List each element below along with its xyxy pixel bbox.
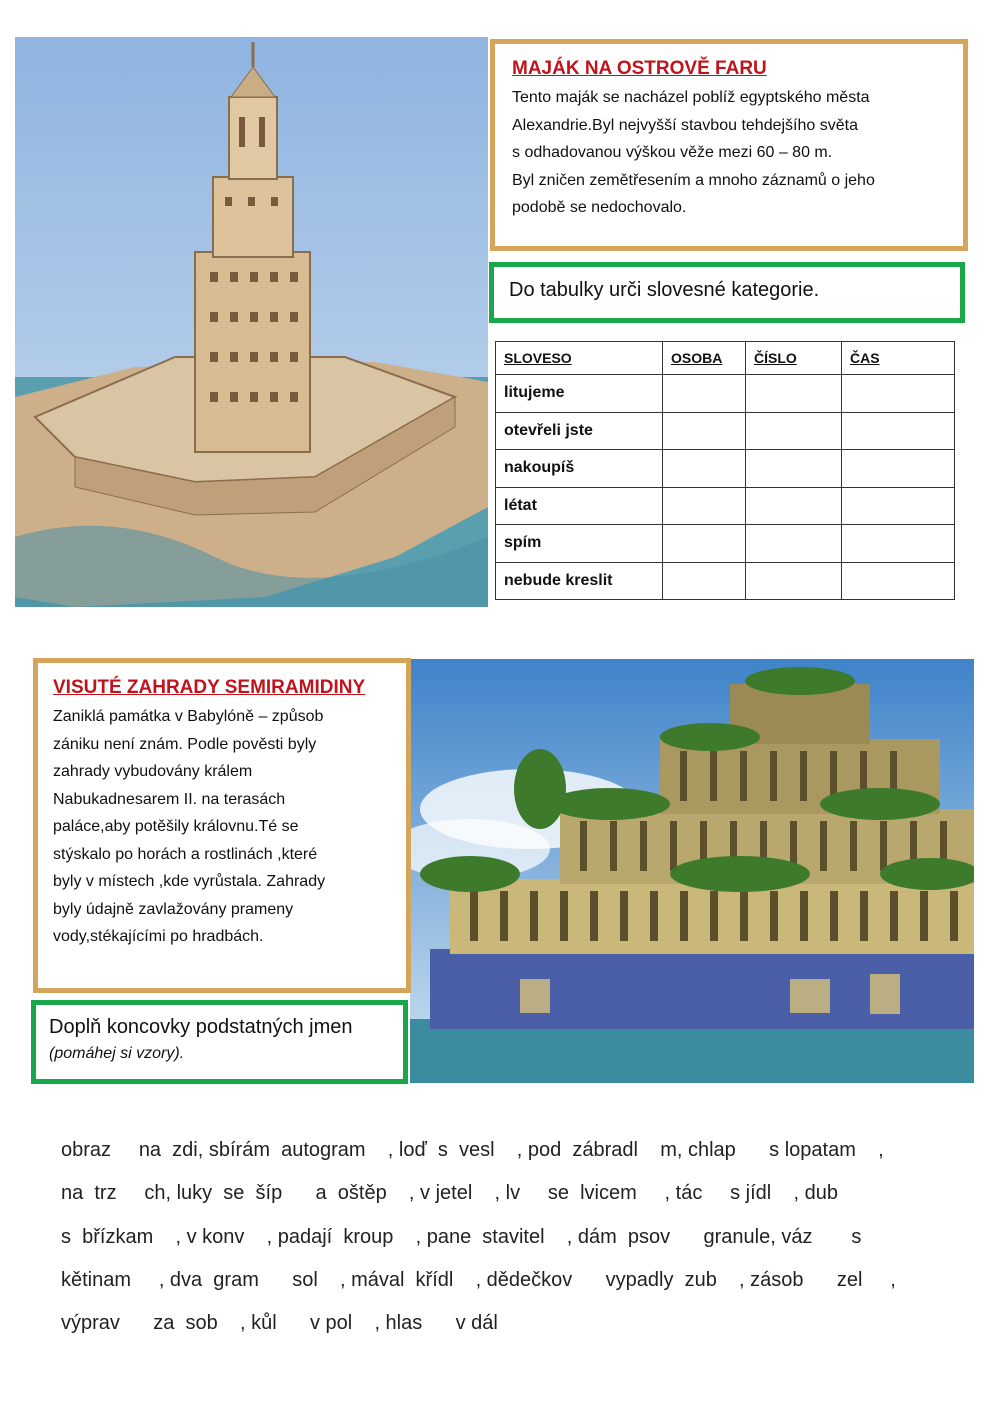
- answer-cell[interactable]: [746, 562, 842, 600]
- answer-cell[interactable]: [746, 450, 842, 488]
- header-cislo: ČÍSLO: [746, 342, 842, 375]
- header-osoba: OSOBA: [663, 342, 746, 375]
- verb-cell: spím: [496, 525, 663, 563]
- header-sloveso: SLOVESO: [496, 342, 663, 375]
- answer-cell[interactable]: [746, 487, 842, 525]
- answer-cell[interactable]: [842, 525, 955, 563]
- lighthouse-text: Tento maják se nacházel poblíž egyptského města Alexandrie.Byl nejvyšší stavbou tehdejšího světa s odhadovanou výškou věže mezi 60 – 80 m. Byl zničen zemětřesením a mnoho záznamů o jeho podobě se nedochovalo.: [512, 89, 875, 216]
- table-row: [496, 450, 955, 488]
- verb-cell: otevřeli jste: [496, 412, 663, 450]
- task2-text: Doplň koncovky podstatných jmen: [49, 1016, 353, 1038]
- task1-text: Do tabulky urči slovesné kategorie.: [509, 279, 820, 301]
- exercise-line: kětinam , dva gram sol , mával křídl , dědečkov vypadly zub , zásob zel ,: [61, 1269, 896, 1291]
- lighthouse-title: MAJÁK NA OSTROVĚ FARU: [512, 58, 767, 79]
- task2-note: (pomáhej si vzory).: [49, 1045, 185, 1062]
- answer-cell[interactable]: [842, 487, 955, 525]
- gardens-title: VISUTÉ ZAHRADY SEMIRAMIDINY: [53, 677, 366, 698]
- exercise-line: obraz na zdi, sbírám autogram , loď s vesl , pod zábradl m, chlap s lopatam ,: [61, 1139, 884, 1161]
- answer-cell[interactable]: [663, 412, 746, 450]
- verb-cell: létat: [496, 487, 663, 525]
- answer-cell[interactable]: [663, 562, 746, 600]
- lighthouse-image: [15, 37, 488, 607]
- gardens-info-box: [33, 658, 411, 993]
- answer-cell[interactable]: [842, 412, 955, 450]
- table-row: [496, 375, 955, 413]
- answer-cell[interactable]: [746, 525, 842, 563]
- answer-cell[interactable]: [746, 412, 842, 450]
- answer-cell[interactable]: [842, 375, 955, 413]
- header-cas: ČAS: [842, 342, 955, 375]
- answer-cell[interactable]: [842, 450, 955, 488]
- lighthouse-info-box: [490, 39, 968, 251]
- verb-table: [495, 341, 955, 600]
- answer-cell[interactable]: [746, 375, 842, 413]
- verb-cell: litujeme: [496, 375, 663, 413]
- answer-cell[interactable]: [663, 450, 746, 488]
- answer-cell[interactable]: [663, 487, 746, 525]
- table-row: [496, 487, 955, 525]
- table-row: [496, 562, 955, 600]
- verb-cell: nakoupíš: [496, 450, 663, 488]
- answer-cell[interactable]: [663, 525, 746, 563]
- table-row: [496, 525, 955, 563]
- exercise-line: na trz ch, luky se šíp a oštěp , v jetel , lv se lvicem , tác s jídl , dub: [61, 1182, 838, 1204]
- hanging-gardens-image: [410, 659, 974, 1083]
- gardens-text: Zaniklá památka v Babylóně – způsob zániku není znám. Podle pověsti byly zahrady vybudovány králem Nabukadnesarem II. na terasách paláce,aby potěšily královnu.Té se stýskalo po horách a rostlinách ,které byly v místech ,kde vyrůstala. Zahrady byly údajně zavlažovány prameny vody,stékajícími po hradbách.: [53, 708, 326, 945]
- task1-box: [489, 262, 965, 323]
- verb-cell: nebude kreslit: [496, 562, 663, 600]
- task2-box: [31, 1000, 408, 1084]
- exercise-line: s břízkam , v konv , padají kroup , pane stavitel , dám psov granule, váz s: [61, 1226, 862, 1248]
- exercise-line: výprav za sob , kůl v pol , hlas v dál: [61, 1312, 498, 1334]
- table-row: [496, 412, 955, 450]
- answer-cell[interactable]: [663, 375, 746, 413]
- answer-cell[interactable]: [842, 562, 955, 600]
